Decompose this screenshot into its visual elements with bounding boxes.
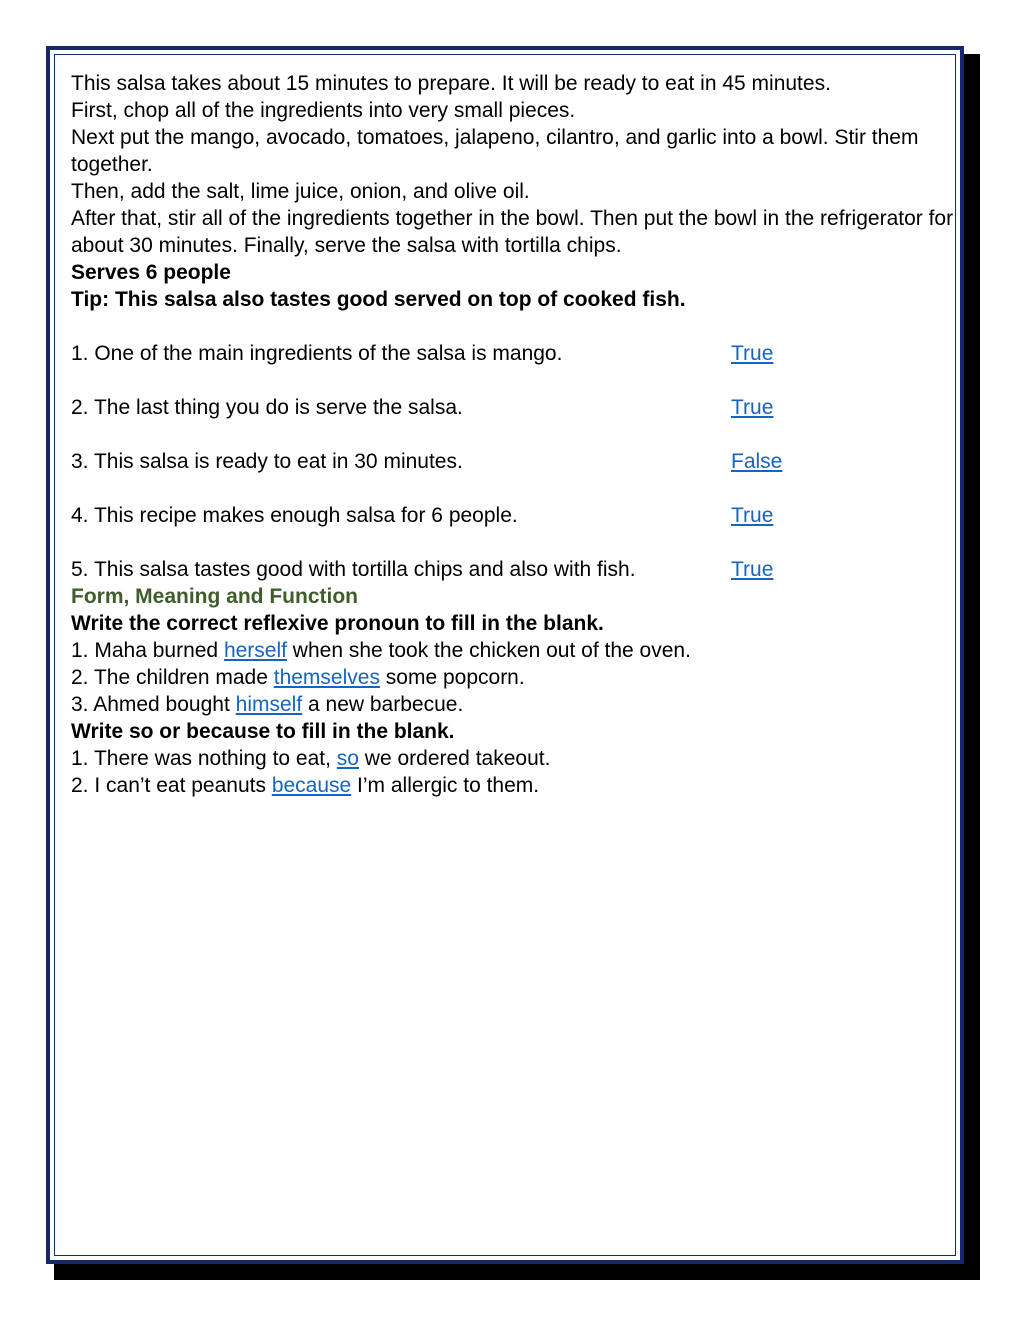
tf-question-4	[71, 502, 961, 529]
reflexive-answer-link[interactable]: herself	[223, 639, 287, 662]
tf-question-2	[71, 394, 961, 421]
item-text: I’m allergic to them.	[351, 774, 540, 797]
item-text: some popcorn.	[379, 666, 525, 689]
tf-answer-link[interactable]: True	[731, 342, 774, 365]
reflexive-item-1	[71, 637, 961, 664]
serves-text: Serves 6 people	[71, 261, 231, 284]
tf-answer-link[interactable]: True	[731, 504, 774, 527]
so-because-answer-link[interactable]: so	[336, 747, 359, 770]
item-text: 1. Maha burned	[71, 639, 224, 662]
tf-question-5	[71, 556, 961, 583]
tf-statement: 3. This salsa is ready to eat in 30 minutes.	[71, 450, 463, 473]
intro-line-1: This salsa takes about 15 minutes to prepare. It will be ready to eat in 45 minutes.	[71, 72, 831, 95]
item-text: 3. Ahmed bought	[71, 693, 236, 716]
so-because-item-2	[71, 772, 961, 799]
item-text: when she took the chicken out of the oven.	[286, 639, 691, 662]
so-because-answer-link[interactable]: because	[271, 774, 352, 797]
tf-statement: 4. This recipe makes enough salsa for 6 people.	[71, 504, 518, 527]
intro-line-3: Next put the mango, avocado, tomatoes, jalapeno, cilantro, and garlic into a bowl. Stir them together.	[71, 126, 919, 176]
intro-line-2: First, chop all of the ingredients into very small pieces.	[71, 99, 576, 122]
reflexive-answer-link[interactable]: themselves	[273, 666, 380, 689]
section-title: Form, Meaning and Function	[71, 585, 358, 608]
item-text: 2. The children made	[71, 666, 274, 689]
item-text: we ordered takeout.	[358, 747, 551, 770]
reflexive-answer-link[interactable]: himself	[235, 693, 303, 716]
item-text: a new barbecue.	[302, 693, 464, 716]
reflexive-item-3	[71, 691, 961, 718]
document-content	[71, 70, 961, 799]
intro-line-4: Then, add the salt, lime juice, onion, and olive oil.	[71, 180, 530, 203]
item-text: 2. I can’t eat peanuts	[71, 774, 272, 797]
reflexive-item-2	[71, 664, 961, 691]
tf-statement: 5. This salsa tastes good with tortilla chips and also with fish.	[71, 558, 636, 581]
intro-line-5: After that, stir all of the ingredients together in the bowl. Then put the bowl in the refrigerator for about 30 minutes. Finally, serve the salsa with tortilla chips.	[71, 207, 954, 257]
tip-text: Tip: This salsa also tastes good served on top of cooked fish.	[71, 288, 686, 311]
tf-statement: 2. The last thing you do is serve the salsa.	[71, 396, 463, 419]
reflexive-instruction: Write the correct reflexive pronoun to fill in the blank.	[71, 612, 604, 635]
so-because-instruction: Write so or because to fill in the blank.	[71, 720, 455, 743]
tf-answer-link[interactable]: False	[731, 450, 783, 473]
tf-question-1	[71, 340, 961, 367]
tf-question-3	[71, 448, 961, 475]
tf-statement: 1. One of the main ingredients of the salsa is mango.	[71, 342, 563, 365]
item-text: 1. There was nothing to eat,	[71, 747, 337, 770]
so-because-item-1	[71, 745, 961, 772]
tf-answer-link[interactable]: True	[731, 558, 774, 581]
tf-answer-link[interactable]: True	[731, 396, 774, 419]
